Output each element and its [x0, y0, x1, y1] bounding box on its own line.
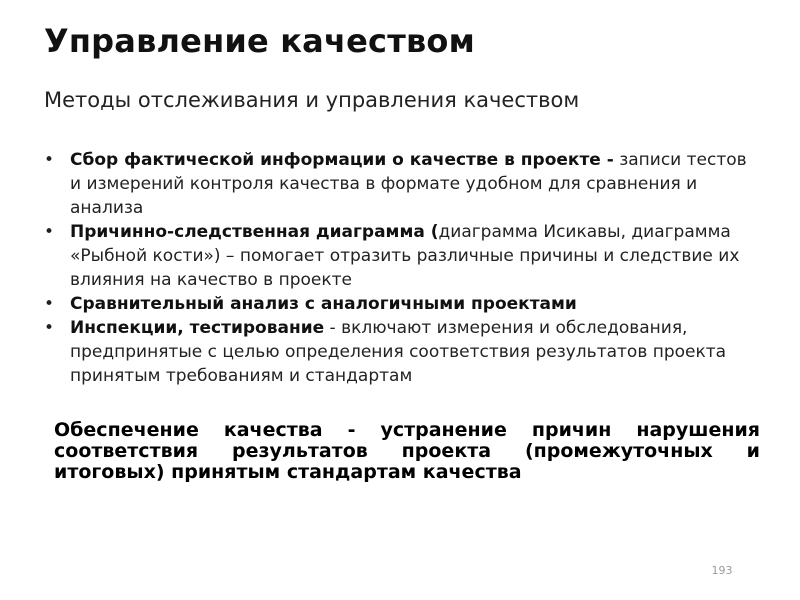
page-number: 193 [711, 564, 733, 577]
bullet-description: - включают измерения и обследования, предпринятые с целью определения соответствия результатов проекта принятым требованиям и стандартам [70, 318, 727, 386]
bullet-term: Cбор фактической информации о качестве в проекте - [70, 150, 614, 170]
bullet-term: Причинно-следственная диаграмма ( [70, 222, 439, 242]
slide-title: Управление качеством [44, 22, 475, 60]
bullet-item-cause-effect-diagram [44, 220, 762, 292]
bullet-description: записи тестов и измерений контроля качества в формате удобном для сравнения и анализа [70, 150, 747, 218]
bullet-description: диаграмма Исикавы, диаграмма «Рыбной кости») – помогает отразить различные причины и следствие их влияния на качество в проекте [70, 222, 740, 290]
slide-subtitle: Методы отслеживания и управления качеством [44, 88, 580, 112]
summary-statement: Обеспечение качества - устранение причин нарушения соответствия результатов проекта (промежуточных и итоговых) принятым стандартам качества [54, 419, 760, 483]
bullet-item-data-collection [44, 148, 762, 220]
bullet-term: Сравнительный анализ с аналогичными проектами [70, 294, 577, 314]
bullet-list [44, 148, 762, 388]
bullet-item-comparative-analysis [44, 292, 762, 316]
bullet-term: Инспекции, тестирование [70, 318, 325, 338]
bullet-item-inspections [44, 316, 762, 388]
